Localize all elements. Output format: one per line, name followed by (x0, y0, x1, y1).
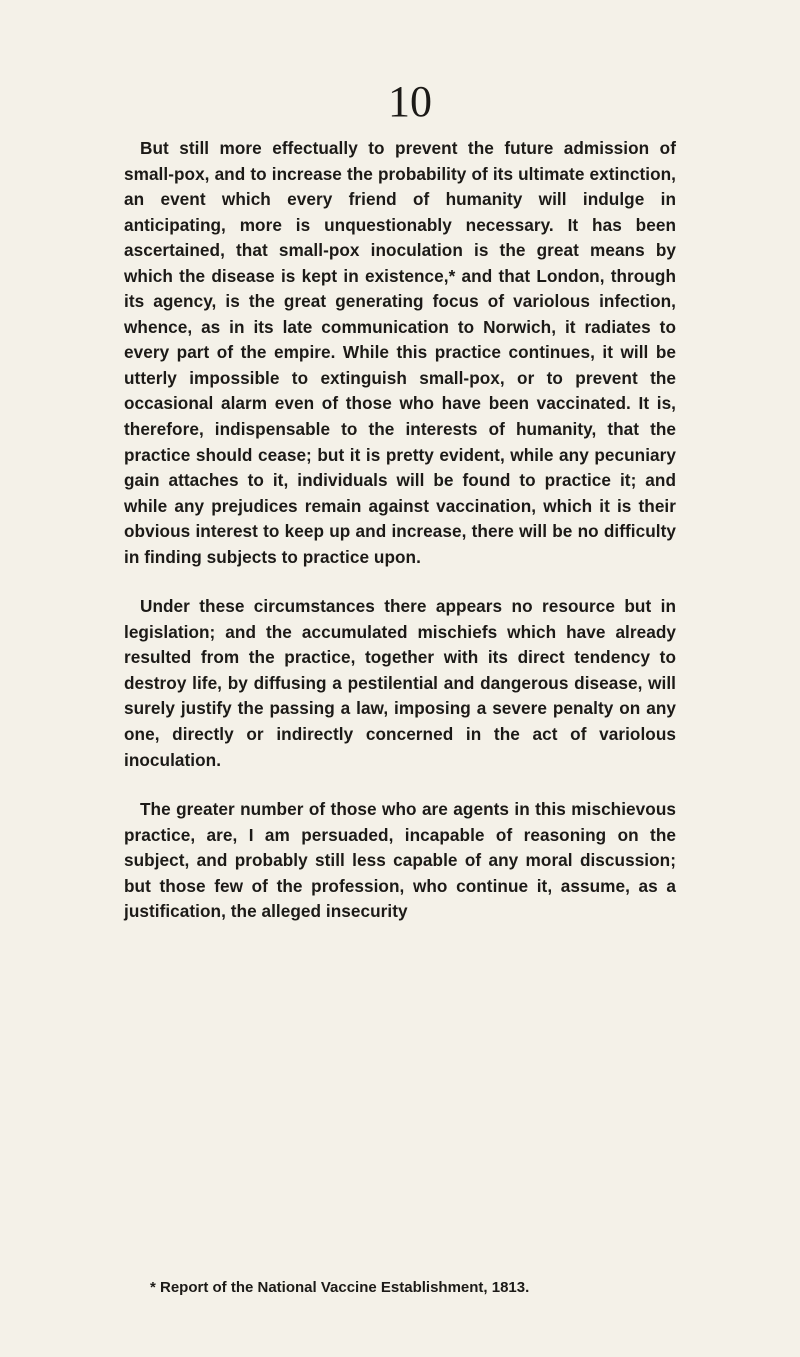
body-text (124, 136, 676, 925)
paragraph-3: The greater number of those who are agents in this mischievous practice, are, I am persuaded, incapable of reasoning on the subject, and probably still less capable of any moral discussion; but those few of the profession, who continue it, assume, as a justification, the alleged insecurity (124, 799, 676, 922)
paragraph-2: Under these circumstances there appears no resource but in legislation; and the accumulated mischiefs which have already resulted from the practice, together with its direct tendency to destroy life, by diffusing a pestilential and dangerous disease, will surely justify the passing a law, imposing a severe penalty on any one, directly or indirectly concerned in the act of variolous inoculation. (124, 596, 676, 770)
page-number: 10 (388, 77, 432, 126)
paragraph-1: But still more effectually to prevent the future admission of small-pox, and to increase the probability of its ultimate extinction, an event which every friend of humanity will indulge in anticipating, more is unquestionably necessary. It has been ascertained, that small-pox inoculation is the great means by which the disease is kept in existence,* and that London, through its agency, is the great generating focus of variolous infection, whence, as in its late communication to Norwich, it radiates to every part of the empire. While this practice continues, it will be utterly impossible to extinguish small-pox, or to prevent the occasional alarm even of those who have been vaccinated. It is, therefore, indispensable to the interests of humanity, that the practice should cease; but it is pretty evident, while any pecuniary gain attaches to it, individuals will be found to practice it; and while any prejudices remain against vaccination, which it is their obvious interest to keep up and increase, there will be no difficulty in finding subjects to practice upon. (124, 138, 676, 567)
footnote: * Report of the National Vaccine Establishment, 1813. (150, 1279, 530, 1296)
